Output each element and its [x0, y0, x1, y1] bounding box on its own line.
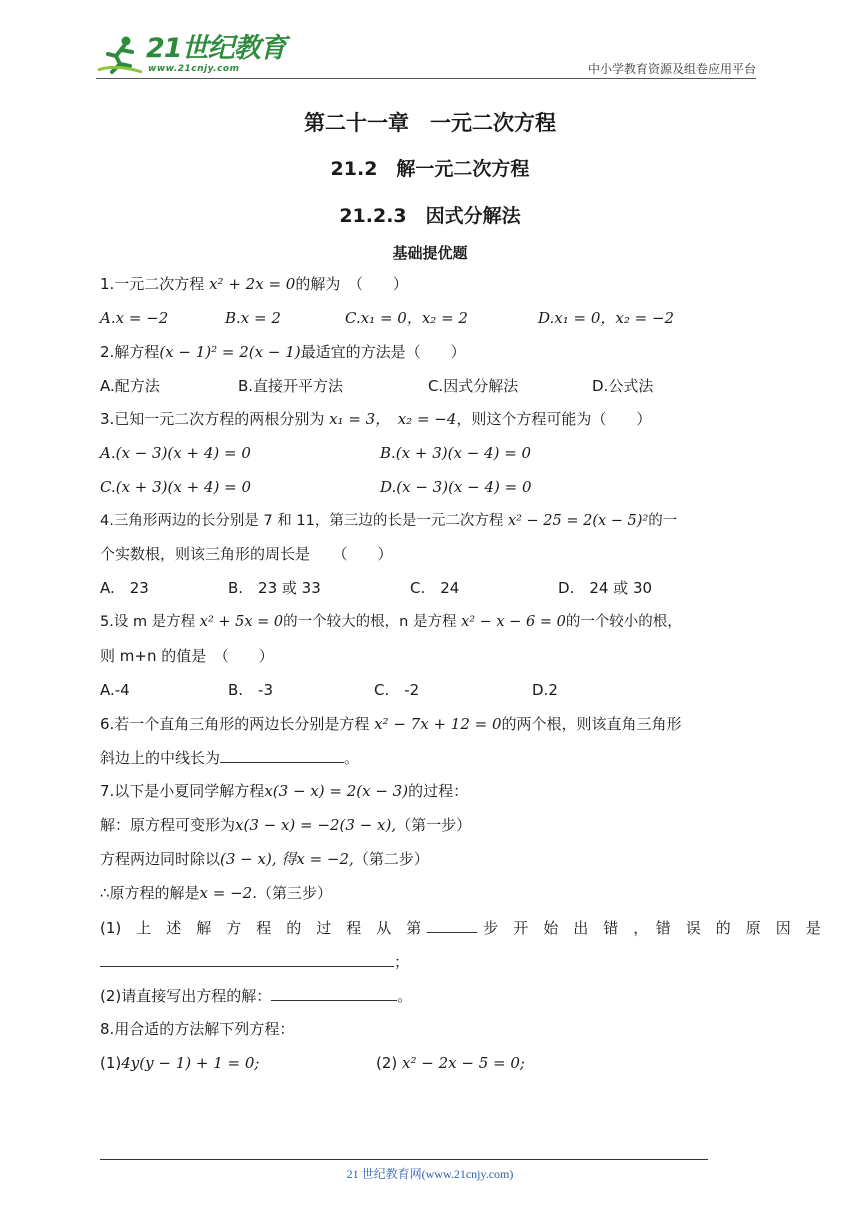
q7-step2: 方程两边同时除以(3 − x), 得x = −2,（第二步） [100, 850, 429, 868]
q3-stem: 3.已知一元二次方程的两根分别为 x₁ = 3， x₂ = −4，则这个方程可能为（ ） [100, 410, 652, 428]
q1-option-c: C.x₁ = 0，x₂ = 2 [345, 309, 468, 327]
step-blank[interactable] [427, 916, 477, 933]
header-divider [96, 78, 756, 79]
q8-part2: (2) x² − 2x − 5 = 0; [376, 1054, 525, 1072]
q4-stem: 4.三角形两边的长分别是 7 和 11，第三边的长是一元二次方程 x² − 25 = 2(x − 5)²的一 [100, 513, 678, 529]
q1-option-d: D.x₁ = 0，x₂ = −2 [538, 309, 675, 327]
part-title: 基础提优题 [392, 244, 468, 262]
q6-stem-cont: 斜边上的中线长为 。 [100, 746, 359, 769]
q3-option-a: A.(x − 3)(x + 4) = 0 [100, 444, 251, 462]
chapter-title: 第二十一章 一元二次方程 [304, 111, 556, 135]
q5-stem: 5.设 m 是方程 x² + 5x = 0的一个较大的根，n 是方程 x² − x − 6 = 0的一个较小的根， [100, 614, 682, 630]
q6-stem: 6.若一个直角三角形的两边长分别是方程 x² − 7x + 12 = 0的两个根，则该直角三角形 [100, 715, 682, 733]
q2-stem: 2.解方程(x − 1)² = 2(x − 1)最适宜的方法是（ ） [100, 343, 466, 361]
q8-stem: 8.用合适的方法解下列方程： [100, 1020, 295, 1038]
q3-option-d: D.(x − 3)(x − 4) = 0 [380, 478, 532, 496]
q7-part1: (1) 上 述 解 方 程 的 过 程 从 第 步 开 始 出 错 ， 错 误 的 原 因 是 [100, 916, 821, 939]
answer-blank[interactable] [220, 746, 344, 763]
q2-option-d: D.公式法 [592, 377, 654, 395]
q5-option-d: D.2 [532, 681, 558, 699]
q7-part1-reason: ； [100, 950, 409, 973]
solution-blank[interactable] [271, 984, 397, 1001]
q2-option-c: C.因式分解法 [428, 377, 519, 395]
q7-stem: 7.以下是小夏同学解方程x(3 − x) = 2(x − 3)的过程： [100, 782, 469, 800]
subsection-title: 21.2.3 因式分解法 [339, 205, 521, 227]
q7-step3: ∴原方程的解是x = −2.（第三步） [100, 884, 333, 902]
q1-option-a: A.x = −2 [100, 309, 169, 327]
q5-option-a: A.-4 [100, 681, 130, 699]
q1-stem: 1.一元二次方程 x² + 2x = 0的解为 （ ） [100, 275, 408, 293]
q4-stem-cont: 个实数根，则该三角形的周长是 （ ） [100, 545, 393, 563]
q3-option-c: C.(x + 3)(x + 4) = 0 [100, 478, 251, 496]
runner-logo-icon [96, 34, 146, 76]
q2-option-b: B.直接开平方法 [238, 377, 344, 395]
logo-url: www.21cnjy.com [148, 64, 240, 74]
q4-option-d: D. 24 或 30 [558, 579, 653, 597]
q5-stem-cont: 则 m+n 的值是 （ ） [100, 647, 274, 665]
footer-text: 21 世纪教育网(www.21cnjy.com) [346, 1167, 514, 1181]
q1-option-b: B.x = 2 [225, 309, 281, 327]
logo-text: 21世纪教育 [146, 33, 286, 64]
platform-name: 中小学教育资源及组卷应用平台 [587, 62, 756, 76]
q4-option-a: A. 23 [100, 579, 149, 597]
q3-option-b: B.(x + 3)(x − 4) = 0 [380, 444, 532, 462]
q4-option-b: B. 23 或 33 [228, 579, 321, 597]
q4-option-c: C. 24 [410, 579, 460, 597]
q5-option-b: B. -3 [228, 681, 274, 699]
section-title: 21.2 解一元二次方程 [330, 158, 530, 180]
q5-option-c: C. -2 [374, 681, 420, 699]
footer-divider [100, 1159, 708, 1160]
q8-part1: (1)4y(y − 1) + 1 = 0; [100, 1054, 260, 1072]
q7-step1: 解：原方程可变形为x(3 − x) = −2(3 − x),（第一步） [100, 816, 472, 834]
reason-blank[interactable] [100, 950, 394, 967]
q7-part2: (2)请直接写出方程的解： 。 [100, 984, 412, 1007]
q2-option-a: A.配方法 [100, 377, 160, 395]
